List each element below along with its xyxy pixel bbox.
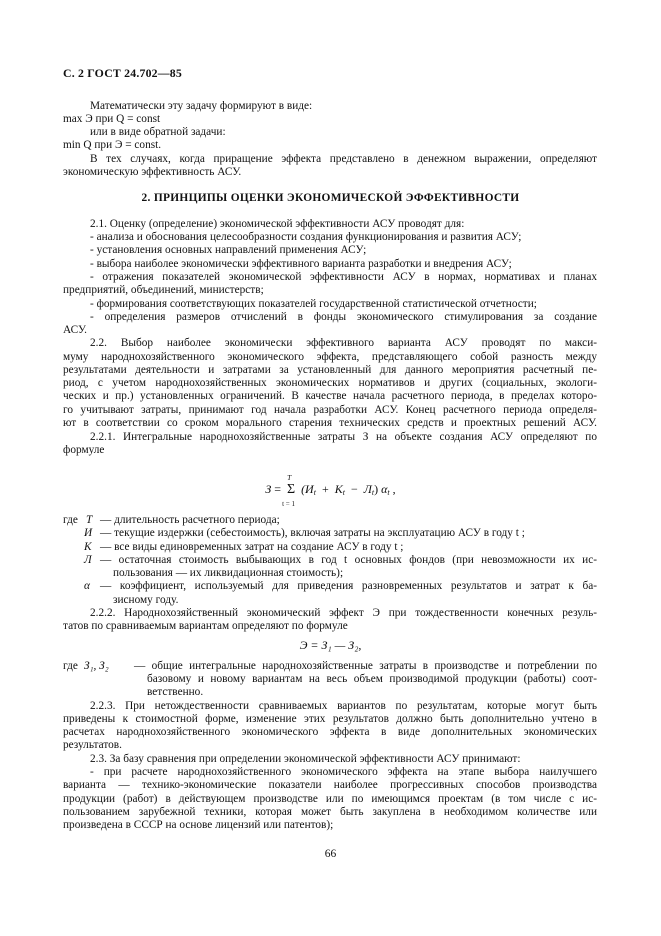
paragraph-line: варианта — технико-экономические показатели наиболее прогрессивных способов производства	[63, 779, 597, 791]
integral-costs-formula	[0, 470, 661, 508]
subscript: t	[387, 488, 390, 497]
intro-line: min Q при Э = const.	[63, 139, 162, 151]
paragraph-line: татов по сравниваемым вариантам определяют по формуле	[63, 620, 348, 632]
formula-term: α	[381, 482, 388, 496]
paragraph-line: риод, с учетом народнохозяйственных экономических нормативов и других (социальных, экологи-	[63, 377, 597, 389]
paragraph-line: 2.1. Оценку (определение) экономической эффективности АСУ проводят для:	[90, 218, 465, 230]
paragraph-line: муму народнохозяйственного экономического эффекта, представляющего собой разность между	[63, 351, 597, 363]
paragraph-line: - формирования соответствующих показателей государственной статистической отчетности;	[90, 298, 537, 310]
section-title: 2. ПРИНЦИПЫ ОЦЕНКИ ЭКОНОМИЧЕСКОЙ ЭФФЕКТИВНОСТИ	[141, 192, 520, 204]
where-label: где	[63, 514, 78, 526]
def-text: базовому и новому вариантам на весь объем производимой продукции (работы) соот-	[147, 673, 597, 685]
subscript: t	[342, 488, 345, 497]
paragraph-line: расчетах народнохозяйственного экономического эффекта в виде дополнительных экономических	[63, 726, 597, 738]
intro-line: экономическую эффективность АСУ.	[63, 166, 242, 178]
def-symbol: И	[84, 527, 93, 539]
paragraph-line: - определения размеров отчислений в фонды экономического стимулирования за создание	[90, 311, 597, 323]
formula-paren: )	[374, 482, 379, 496]
paragraph-line: 2.2.2. Народнохозяйственный экономический эффект Э при тождественности конечных резуль-	[90, 607, 597, 619]
paragraph-line: 2.2. Выбор наиболее экономически эффективного варианта АСУ проводят по макси-	[90, 337, 597, 349]
paragraph-line: формуле	[63, 444, 105, 456]
paragraph-line: результатами деятельности и затратами за установленный для данного мероприятия расчетный пе-	[63, 364, 597, 376]
effect-formula: Э = З₁ — З₂,	[299, 638, 362, 652]
intro-line: или в виде обратной задачи:	[90, 126, 226, 138]
def-text: — остаточная стоимость выбывающих в год t основных фондов (при невозможности их ис-	[100, 554, 597, 566]
def-symbol: T	[86, 514, 93, 526]
intro-line: max Э при Q = const	[63, 113, 161, 125]
formula-minus: −	[350, 482, 358, 496]
paragraph-line: ческих и пр.) установленных ограничений. В качестве начала расчетного периода, в пределах которо-	[63, 390, 597, 402]
def-symbol: З₁, З₂	[84, 660, 109, 672]
paragraph-line: - при расчете народнохозяйственного экономического эффекта на этапе выбора наилучшего	[90, 766, 597, 778]
formula-term: (И	[301, 482, 314, 496]
paragraph-line: продукции (работ) в действующем производстве или по имеющимся проектам (в том числе с ис-	[63, 793, 597, 805]
def-text: — длительность расчетного периода;	[100, 514, 280, 526]
sum-lower-limit: t = 1	[282, 500, 295, 508]
paragraph-line: приведены к стоимостной форме, изменение этих результатов должно быть дополнительно учтено в	[63, 713, 597, 725]
page-header: С. 2 ГОСТ 24.702—85	[63, 66, 182, 80]
sum-sign: Σ	[286, 482, 296, 497]
paragraph-line: - отражения показателей экономической эффективности АСУ в нормах, нормативах и планах	[90, 271, 597, 283]
paragraph-line: 2.3. За базу сравнения при определении экономической эффективности АСУ принимают:	[90, 753, 521, 765]
formula-term: Л	[363, 482, 372, 496]
paragraph-line: - выбора наиболее экономически эффективного варианта разработки и внедрения АСУ;	[90, 258, 512, 270]
paragraph-line: - установления основных направлений применения АСУ;	[90, 244, 367, 256]
paragraph-line: 2.2.1. Интегральные народнохозяйственные затраты З на объекте создания АСУ определяют по	[90, 431, 597, 443]
sum-upper-limit: T	[287, 473, 292, 482]
formula-eq: =	[274, 482, 282, 496]
formula-lhs: З	[265, 482, 272, 496]
page-number: 66	[324, 848, 337, 860]
paragraph-line: результатов.	[63, 739, 122, 751]
intro-line: В тех случаях, когда приращение эффекта представлено в денежном выражении, определяют	[90, 153, 597, 165]
def-text: ветственно.	[147, 686, 204, 698]
def-text: пользования — их ликвидационная стоимость);	[113, 567, 344, 579]
paragraph-line: ют в соответствии со сроком морального старения технических средств и проектных решений АСУ.	[63, 417, 597, 429]
paragraph-line: предприятий, объединений, министерств;	[63, 284, 264, 296]
formula-comma: ,	[392, 482, 396, 496]
def-text: — общие интегральные народнохозяйственные затраты в производстве и потреблении по	[134, 660, 597, 672]
def-symbol: α	[84, 580, 90, 592]
where-label: где	[63, 660, 78, 672]
intro-line: Математически эту задачу формируют в виде:	[90, 100, 313, 112]
def-text: — текущие издержки (себестоимость), включая затраты на эксплуатацию АСУ в году t ;	[100, 527, 525, 539]
def-symbol: К	[84, 541, 92, 553]
def-text: зисному году.	[113, 594, 179, 606]
paragraph-line: го учитывают затраты, принимают год начала разработки АСУ. Конец расчетного периода определя-	[63, 404, 597, 416]
formula-plus: +	[321, 482, 329, 496]
subscript: t	[371, 488, 375, 497]
def-text: — коэффициент, используемый для приведения разновременных результатов и затрат к ба-	[100, 580, 597, 592]
def-text: — все виды единовременных затрат на создание АСУ в году t ;	[100, 541, 404, 553]
subscript: t	[313, 488, 316, 497]
paragraph-line: пользованием зарубежной техники, которая может быть закуплена в необходимом количестве или	[63, 806, 597, 818]
def-symbol: Л	[84, 554, 92, 566]
paragraph-line: - анализа и обоснования целесообразности создания функционирования и развития АСУ;	[90, 231, 522, 243]
paragraph-line: АСУ.	[63, 324, 87, 336]
paragraph-line: произведена в СССР на основе лицензий или патентов);	[63, 819, 334, 831]
paragraph-line: 2.2.3. При нетождественности сравниваемых вариантов по результатам, которые могут быть	[90, 700, 597, 712]
formula-term: К	[334, 482, 343, 496]
